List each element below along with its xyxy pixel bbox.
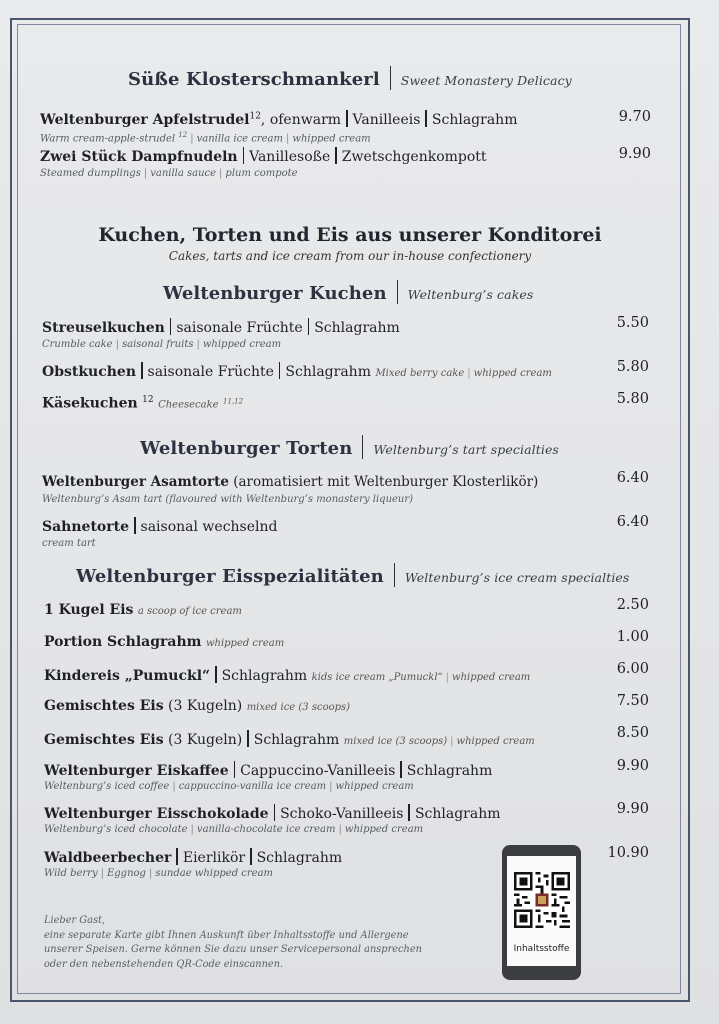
- divider: [335, 147, 337, 164]
- qr-phone-graphic: [502, 845, 581, 980]
- item-english: whipped cream: [473, 368, 552, 379]
- item-english: a scoop of ice cream: [137, 606, 242, 617]
- item-english: whipped cream: [335, 781, 414, 792]
- divider: |: [338, 824, 342, 835]
- item-name: Weltenburger Eiskaffee: [44, 763, 229, 779]
- item-price: 9.90: [616, 801, 649, 817]
- item-detail: Vanilleeis: [352, 112, 421, 128]
- item-name: Obstkuchen: [42, 364, 137, 380]
- divider: [400, 761, 402, 778]
- divider: [394, 563, 395, 587]
- item-name: Weltenburger Eisschokolade: [44, 806, 269, 822]
- qr-code-icon[interactable]: [514, 872, 570, 928]
- item-english-sahnetorte: cream tart: [42, 538, 96, 549]
- item-detail: Zwetschgenkompott: [341, 149, 487, 165]
- section-title-text: Süße Klosterschmankerl: [128, 69, 380, 90]
- item-english-eisschokolade: [44, 824, 423, 835]
- item-price: 8.50: [616, 725, 649, 741]
- phone-screen: [507, 856, 576, 966]
- divider: |: [219, 168, 223, 179]
- divider: [170, 318, 172, 335]
- divider: |: [450, 736, 454, 747]
- item-name: Weltenburger Asamtorte: [42, 474, 229, 490]
- divider: |: [196, 339, 200, 350]
- divider: [425, 110, 427, 127]
- item-english: Eggnog: [106, 868, 146, 879]
- item-name: Waldbeerbecher: [44, 850, 172, 866]
- divider: |: [467, 368, 471, 379]
- item-price: 9.70: [618, 109, 651, 125]
- section-title-eis: [76, 563, 629, 587]
- divider: [397, 280, 398, 304]
- item-english: saisonal fruits: [121, 339, 194, 350]
- section-title-suesse: [128, 66, 572, 90]
- item-detail: Schlagrahm: [221, 668, 308, 684]
- menu-item-eiskaffee: [44, 761, 492, 779]
- item-english: Wild berry: [44, 868, 98, 879]
- item-name: Gemischtes Eis: [44, 698, 164, 714]
- allergen-sup: 12: [142, 395, 154, 405]
- section-subtitle: Weltenburg’s ice cream specialties: [404, 570, 630, 585]
- menu-item-dampfnudeln: [40, 147, 487, 165]
- item-name: 1 Kugel Eis: [44, 602, 134, 618]
- menu-item-sahnetorte: [42, 517, 277, 535]
- item-english-asamtorte: Weltenburg’s Asam tart (flavoured with Weltenburg’s monastery liqueur): [42, 494, 414, 505]
- item-name: Gemischtes Eis: [44, 732, 164, 748]
- item-name: Kindereis „Pumuckl“: [44, 668, 211, 684]
- section-title-text: Weltenburger Torten: [140, 438, 353, 459]
- item-english-dampfnudeln: [40, 168, 298, 179]
- item-detail: (3 Kugeln): [163, 698, 243, 714]
- divider: |: [190, 133, 194, 145]
- konditorei-title: Kuchen, Torten und Eis aus unserer Konditorei: [98, 224, 602, 246]
- section-title-torten: [140, 435, 559, 459]
- divider: [176, 848, 178, 865]
- allergen-sup: 12: [178, 131, 188, 139]
- qr-label: Inhaltsstoffe: [513, 944, 570, 954]
- divider: [250, 848, 252, 865]
- item-detail: (3 Kugeln): [163, 732, 243, 748]
- item-price: 2.50: [616, 597, 649, 613]
- divider: |: [445, 672, 450, 683]
- divider: |: [172, 781, 176, 792]
- divider: [247, 730, 249, 747]
- menu-item-apfelstrudel: [40, 110, 517, 128]
- divider: [346, 110, 348, 127]
- menu-item-gemischtes-eis: [44, 698, 350, 714]
- divider: |: [329, 781, 333, 792]
- item-detail: (aromatisiert mit Weltenburger Klosterlikör): [228, 474, 539, 490]
- item-price: 9.90: [618, 146, 651, 162]
- item-english-streuselkuchen: [42, 339, 281, 350]
- item-english: Mixed berry cake: [375, 368, 465, 379]
- section-title-kuchen: [163, 280, 533, 304]
- divider: |: [148, 868, 153, 879]
- item-english: mixed ice (3 scoops): [343, 736, 448, 747]
- item-detail: , ofenwarm: [260, 112, 342, 128]
- menu-item-kaesekuchen: [42, 395, 243, 412]
- item-detail: Schlagrahm: [285, 364, 371, 380]
- menu-item-eisschokolade: [44, 804, 501, 822]
- note-line: Lieber Gast,: [44, 915, 106, 926]
- item-price: 7.50: [616, 693, 649, 709]
- note-line: oder den nebenstehenden QR-Code einscannen.: [44, 958, 284, 970]
- divider: [279, 362, 281, 379]
- item-detail: Schlagrahm: [406, 763, 493, 779]
- divider: [308, 318, 310, 335]
- item-english: vanilla ice cream: [196, 133, 284, 145]
- item-english-apfelstrudel: [40, 131, 371, 144]
- item-english: whipped cream: [292, 133, 371, 145]
- item-detail: Eierlikör: [182, 850, 246, 866]
- divider: [234, 761, 236, 778]
- item-english: Crumble cake: [42, 339, 113, 350]
- item-english: vanilla sauce: [150, 168, 217, 179]
- divider: [390, 66, 391, 90]
- menu-item-kindereis: [44, 666, 530, 684]
- menu-item-asamtorte: [42, 474, 538, 490]
- item-english: plum compote: [225, 168, 298, 179]
- item-english: Weltenburg’s iced coffee: [44, 781, 170, 792]
- allergen-sup: 12: [249, 111, 261, 122]
- item-english: Warm cream-apple-strudel: [40, 133, 176, 145]
- menu-item-kugel-eis: [44, 602, 242, 618]
- item-detail: Cappuccino-Vanilleeis: [240, 763, 396, 779]
- item-english: Steamed dumplings: [40, 168, 141, 179]
- item-detail: saisonale Früchte: [147, 364, 274, 380]
- item-english: Cheesecake: [158, 399, 219, 411]
- item-english: whipped cream: [205, 638, 285, 649]
- divider: [134, 517, 136, 534]
- item-price: 5.50: [616, 315, 649, 331]
- item-detail: Schlagrahm: [414, 806, 501, 822]
- item-name: Streuselkuchen: [42, 320, 165, 336]
- section-subtitle: Weltenburg’s tart specialties: [373, 442, 559, 457]
- item-price: 9.90: [616, 758, 649, 774]
- item-detail: saisonale Früchte: [176, 320, 303, 336]
- menu-item-waldbeerbecher: [44, 848, 342, 866]
- item-english: vanilla-chocolate ice cream: [196, 824, 336, 835]
- item-detail: Schlagrahm: [256, 850, 343, 866]
- section-title-text: Weltenburger Eisspezialitäten: [76, 566, 384, 587]
- item-detail: saisonal wechselnd: [140, 519, 278, 535]
- item-name: Sahnetorte: [42, 519, 130, 535]
- divider: [243, 147, 245, 164]
- divider: [362, 435, 363, 459]
- konditorei-subtitle: Cakes, tarts and ice cream from our in-house confectionery: [168, 249, 532, 263]
- item-price: 6.40: [616, 514, 649, 530]
- divider: [408, 804, 410, 821]
- item-price: 6.40: [616, 470, 649, 486]
- item-english: sundae whipped cream: [155, 868, 274, 879]
- section-title-text: Weltenburger Kuchen: [163, 283, 387, 304]
- item-name: Käsekuchen: [42, 395, 138, 412]
- divider: |: [190, 824, 194, 835]
- item-price: 1.00: [616, 629, 649, 645]
- divider: [215, 666, 217, 683]
- section-subtitle: Weltenburg’s cakes: [407, 287, 534, 302]
- item-price: 5.80: [616, 391, 649, 407]
- item-detail: Schlagrahm: [253, 732, 340, 748]
- item-english: whipped cream: [456, 736, 535, 747]
- divider: [141, 362, 143, 379]
- item-english: mixed ice (3 scoops): [246, 702, 351, 713]
- menu-item-streuselkuchen: [42, 318, 400, 336]
- note-line: eine separate Karte gibt Ihnen Auskunft über Inhaltsstoffe und Allergene: [44, 929, 409, 941]
- menu-item-obstkuchen: [42, 362, 552, 380]
- item-english: whipped cream: [344, 824, 424, 835]
- item-detail: Schoko-Vanilleeis: [280, 806, 404, 822]
- menu-item-schlagrahm: [44, 634, 284, 650]
- item-english-eiskaffee: [44, 781, 414, 792]
- allergen-note: [44, 914, 424, 972]
- item-price: 10.90: [607, 845, 649, 861]
- divider: |: [286, 133, 290, 145]
- allergen-sup: 11,12: [223, 397, 244, 406]
- item-english: Weltenburg’s iced chocolate: [44, 824, 188, 835]
- section-subtitle: Sweet Monastery Delicacy: [400, 73, 572, 88]
- item-name: Portion Schlagrahm: [44, 634, 202, 650]
- item-name: Weltenburger Apfelstrudel: [40, 112, 250, 128]
- item-english: whipped cream: [202, 339, 282, 350]
- menu-item-gemischtes-eis-rahm: [44, 730, 535, 748]
- item-english: kids ice cream „Pumuckl“: [311, 672, 443, 683]
- item-detail: Schlagrahm: [431, 112, 518, 128]
- item-detail: Vanillesoße: [249, 149, 331, 165]
- divider: |: [100, 868, 104, 879]
- item-english: whipped cream: [452, 672, 531, 683]
- divider: [274, 804, 276, 821]
- note-line: unserer Speisen. Gerne können Sie dazu unser Servicepersonal ansprechen: [44, 944, 422, 956]
- item-english-waldbeerbecher: [44, 868, 273, 879]
- divider: |: [143, 168, 148, 179]
- item-detail: Schlagrahm: [314, 320, 400, 336]
- divider: |: [115, 339, 119, 350]
- item-price: 5.80: [616, 359, 649, 375]
- item-price: 6.00: [616, 661, 649, 677]
- item-english: cappuccino-vanilla ice cream: [178, 781, 327, 792]
- item-name: Zwei Stück Dampfnudeln: [40, 149, 238, 165]
